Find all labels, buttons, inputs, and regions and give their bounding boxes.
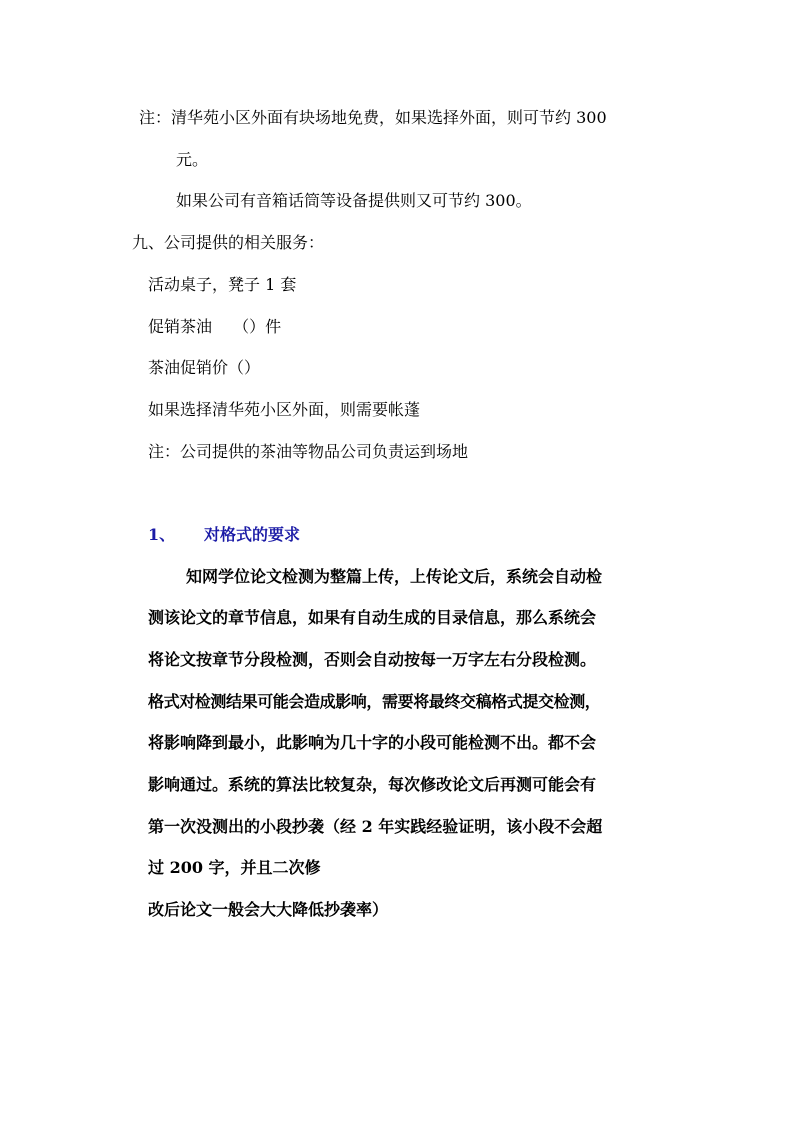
- paragraph-line: 过 200 字，并且二次修: [148, 858, 321, 877]
- service-item: 如果选择清华苑小区外面，则需要帐蓬: [148, 400, 421, 419]
- services-title: 九、公司提供的相关服务：: [132, 233, 325, 252]
- paragraph-line: 第一次没测出的小段抄袭（经 2 年实践经验证明，该小段不会超: [148, 817, 603, 836]
- section-heading: [148, 525, 300, 545]
- note-line-2: 如果公司有音箱话筒等设备提供则又可节约 300。: [176, 191, 532, 210]
- note-line-1: [139, 108, 607, 128]
- service-item: 活动桌子，凳子 1 套: [148, 275, 297, 294]
- note-text-1: 清华苑小区外面有块场地免费，如果选择外面，则可节约 300: [171, 108, 607, 127]
- paragraph-line: 知网学位论文检测为整篇上传，上传论文后，系统会自动检: [186, 567, 603, 586]
- paragraph-line: 测该论文的章节信息，如果有自动生成的目录信息，那么系统会: [148, 608, 597, 627]
- note-line-1-continued: 元。: [176, 150, 209, 169]
- note-label: 注：: [139, 108, 172, 127]
- paragraph-line: 影响通过。系统的算法比较复杂，每次修改论文后再测可能会有: [148, 775, 597, 794]
- heading-text: 对格式的要求: [204, 525, 301, 544]
- paragraph-line: 将论文按章节分段检测，否则会自动按每一万字左右分段检测。: [148, 650, 597, 669]
- heading-number: 1、: [148, 525, 176, 544]
- paragraph-line: 将影响降到最小，此影响为几十字的小段可能检测不出。都不会: [148, 733, 597, 752]
- paragraph-line: 格式对检测结果可能会造成影响，需要将最终交稿格式提交检测，: [148, 692, 601, 711]
- service-item: 注：公司提供的茶油等物品公司负责运到场地: [148, 442, 469, 461]
- service-item: 促销茶油 （）件: [148, 317, 282, 336]
- service-item: 茶油促销价（）: [148, 358, 261, 377]
- paragraph-line: 改后论文一般会大大降低抄袭率）: [148, 900, 389, 919]
